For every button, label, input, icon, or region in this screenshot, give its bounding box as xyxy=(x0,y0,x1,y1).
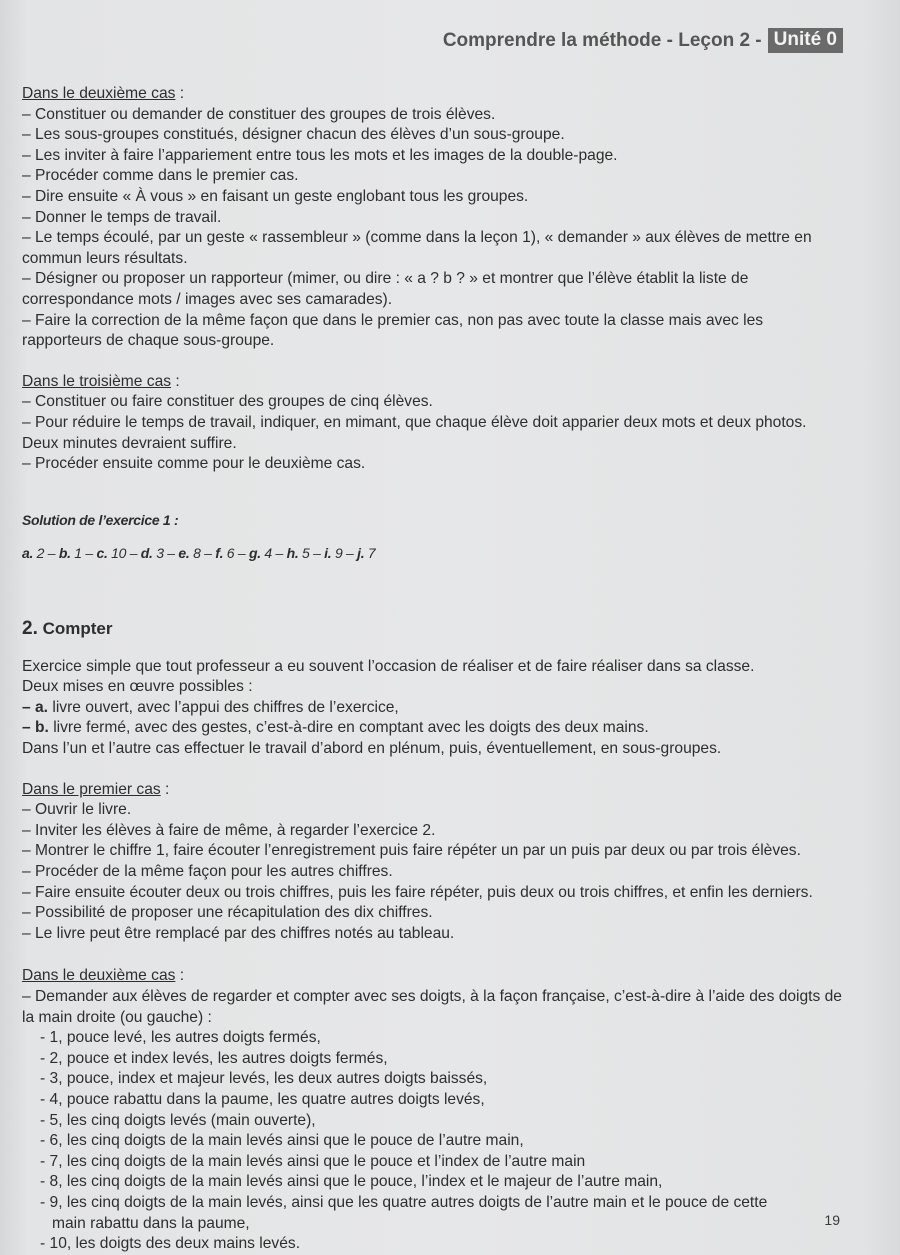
title-suffix: : xyxy=(171,372,180,390)
list-item: – Donner le temps de travail. xyxy=(22,208,222,226)
finger-count-item: - 6, les cinq doigts de la main levés ainsi que le pouce de l’autre main, xyxy=(40,1132,524,1150)
list-item: – Constituer ou faire constituer des groupes de cinq élèves. xyxy=(22,393,433,411)
solution-title: Solution de l’exercice 1 : xyxy=(22,511,179,528)
section-intro: – Demander aux élèves de regarder et compter avec ses doigts, à la façon française, c’est-à-dire à l’aide des doigts de la main droite (ou gauche) : xyxy=(22,988,842,1026)
list-item: – Inviter les élèves à faire de même, à regarder l’exercice 2. xyxy=(22,821,436,839)
list-item: – Constituer ou demander de constituer des groupes de trois élèves. xyxy=(22,105,496,123)
finger-count-item: - 2, pouce et index levés, les autres doigts fermés, xyxy=(40,1049,388,1067)
header-title: Comprendre la méthode - Leçon 2 - xyxy=(442,29,762,51)
finger-count-item: - 3, pouce, index et majeur levés, les deux autres doigts baissés, xyxy=(40,1070,488,1088)
list-item: – Désigner ou proposer un rapporteur (mimer, ou dire : « a ? b ? » et montrer que l’élève établit la liste de correspondance mots / images avec ses camarades). xyxy=(22,270,749,308)
list-item: – Pour réduire le temps de travail, indiquer, en mimant, que chaque élève doit apparier deux mots et deux photos. Deux minutes devraient suffire. xyxy=(22,413,807,452)
finger-count-item-continued: main rabattu dans la paume, xyxy=(52,1214,250,1232)
section-first-case xyxy=(22,780,844,945)
option-b: – b. livre fermé, avec des gestes, c’est-à-dire en comptant avec les doigts des deux mains. xyxy=(22,719,649,737)
exercise-title: 2. Compter xyxy=(22,617,113,639)
section-title: Dans le troisième cas xyxy=(22,372,172,390)
option-a: – a. livre ouvert, avec l’appui des chiffres de l’exercice, xyxy=(22,698,399,716)
finger-count-item: - 8, les cinq doigts de la main levés ainsi que le pouce, l’index et le majeur de l’autre main, xyxy=(40,1173,663,1191)
list-item: – Procéder de la même façon pour les autres chiffres. xyxy=(22,863,393,881)
list-item: – Les inviter à faire l’appariement entre tous les mots et les images de la double-page. xyxy=(22,146,618,164)
list-item: – Procéder ensuite comme pour le deuxième cas. xyxy=(22,455,366,473)
finger-count-item: - 5, les cinq doigts levés (main ouverte), xyxy=(40,1111,316,1129)
section-title: Dans le deuxième cas xyxy=(22,967,176,985)
finger-count-item: - 1, pouce levé, les autres doigts fermés, xyxy=(40,1029,321,1047)
unit-badge: Unité 0 xyxy=(768,28,843,53)
list-item: – Procéder comme dans le premier cas. xyxy=(22,167,299,185)
list-item: – Faire ensuite écouter deux ou trois chiffres, puis les faire répéter, puis deux ou trois chiffres, et enfin les derniers. xyxy=(22,883,813,901)
list-item: – Faire la correction de la même façon que dans le premier cas, non pas avec toute la classe mais avec les rapporteurs de chaque sous-groupe. xyxy=(22,311,764,350)
title-suffix: : xyxy=(160,780,170,798)
exercise-intro: Exercice simple que tout professeur a eu souvent l’occasion de réaliser et de faire réaliser dans sa classe. xyxy=(22,657,755,675)
page-header xyxy=(443,28,843,53)
section-title: Dans le deuxième cas xyxy=(22,85,176,102)
finger-count-item: - 7, les cinq doigts de la main levés ainsi que le pouce et l’index de l’autre main xyxy=(40,1152,586,1170)
list-item: – Dire ensuite « À vous » en faisant un geste englobant tous les groupes. xyxy=(22,187,529,205)
page-content xyxy=(22,84,844,1255)
list-item: – Les sous-groupes constitués, désigner chacun des élèves d’un sous-groupe. xyxy=(22,126,565,144)
section-second-case-ex2 xyxy=(22,966,844,1254)
exercise-possibilities: Deux mises en œuvre possibles : xyxy=(22,678,253,696)
list-item: – Le temps écoulé, par un geste « rassembleur » (comme dans la leçon 1), « demander » aux élèves de mettre en commun leurs résultats. xyxy=(22,229,812,267)
list-item: – Le livre peut être remplacé par des chiffres notés au tableau. xyxy=(22,924,455,942)
solution-answers: a. 2 – b. 1 – c. 10 – d. 3 – e. 8 – f. 6 – g. 4 – h. 5 – i. 9 – j. 7 xyxy=(22,544,376,561)
title-suffix: : xyxy=(175,967,185,985)
page-number: 19 xyxy=(824,1212,840,1228)
list-item: – Ouvrir le livre. xyxy=(22,801,132,819)
list-item: – Montrer le chiffre 1, faire écouter l’enregistrement puis faire répéter un par un puis par deux ou par trois élèves. xyxy=(22,842,801,860)
finger-count-item: - 10, les doigts des deux mains levés. xyxy=(40,1235,301,1253)
exercise-conclusion: Dans l’un et l’autre cas effectuer le travail d’abord en plénum, puis, éventuellement, en sous-groupes. xyxy=(22,740,722,758)
section-title: Dans le premier cas xyxy=(22,780,161,798)
title-suffix: : xyxy=(175,85,185,102)
solution-block xyxy=(22,511,844,563)
list-item: – Possibilité de proposer une récapitulation des dix chiffres. xyxy=(22,904,433,922)
finger-count-item: - 9, les cinq doigts de la main levés, ainsi que les quatre autres doigts de l’autre main et le pouce de cette xyxy=(40,1193,768,1211)
finger-count-item: - 4, pouce rabattu dans la paume, les quatre autres doigts levés, xyxy=(40,1090,485,1108)
section-third-case xyxy=(22,372,844,475)
exercise-2 xyxy=(22,618,844,760)
section-second-case-ex1 xyxy=(22,84,844,352)
